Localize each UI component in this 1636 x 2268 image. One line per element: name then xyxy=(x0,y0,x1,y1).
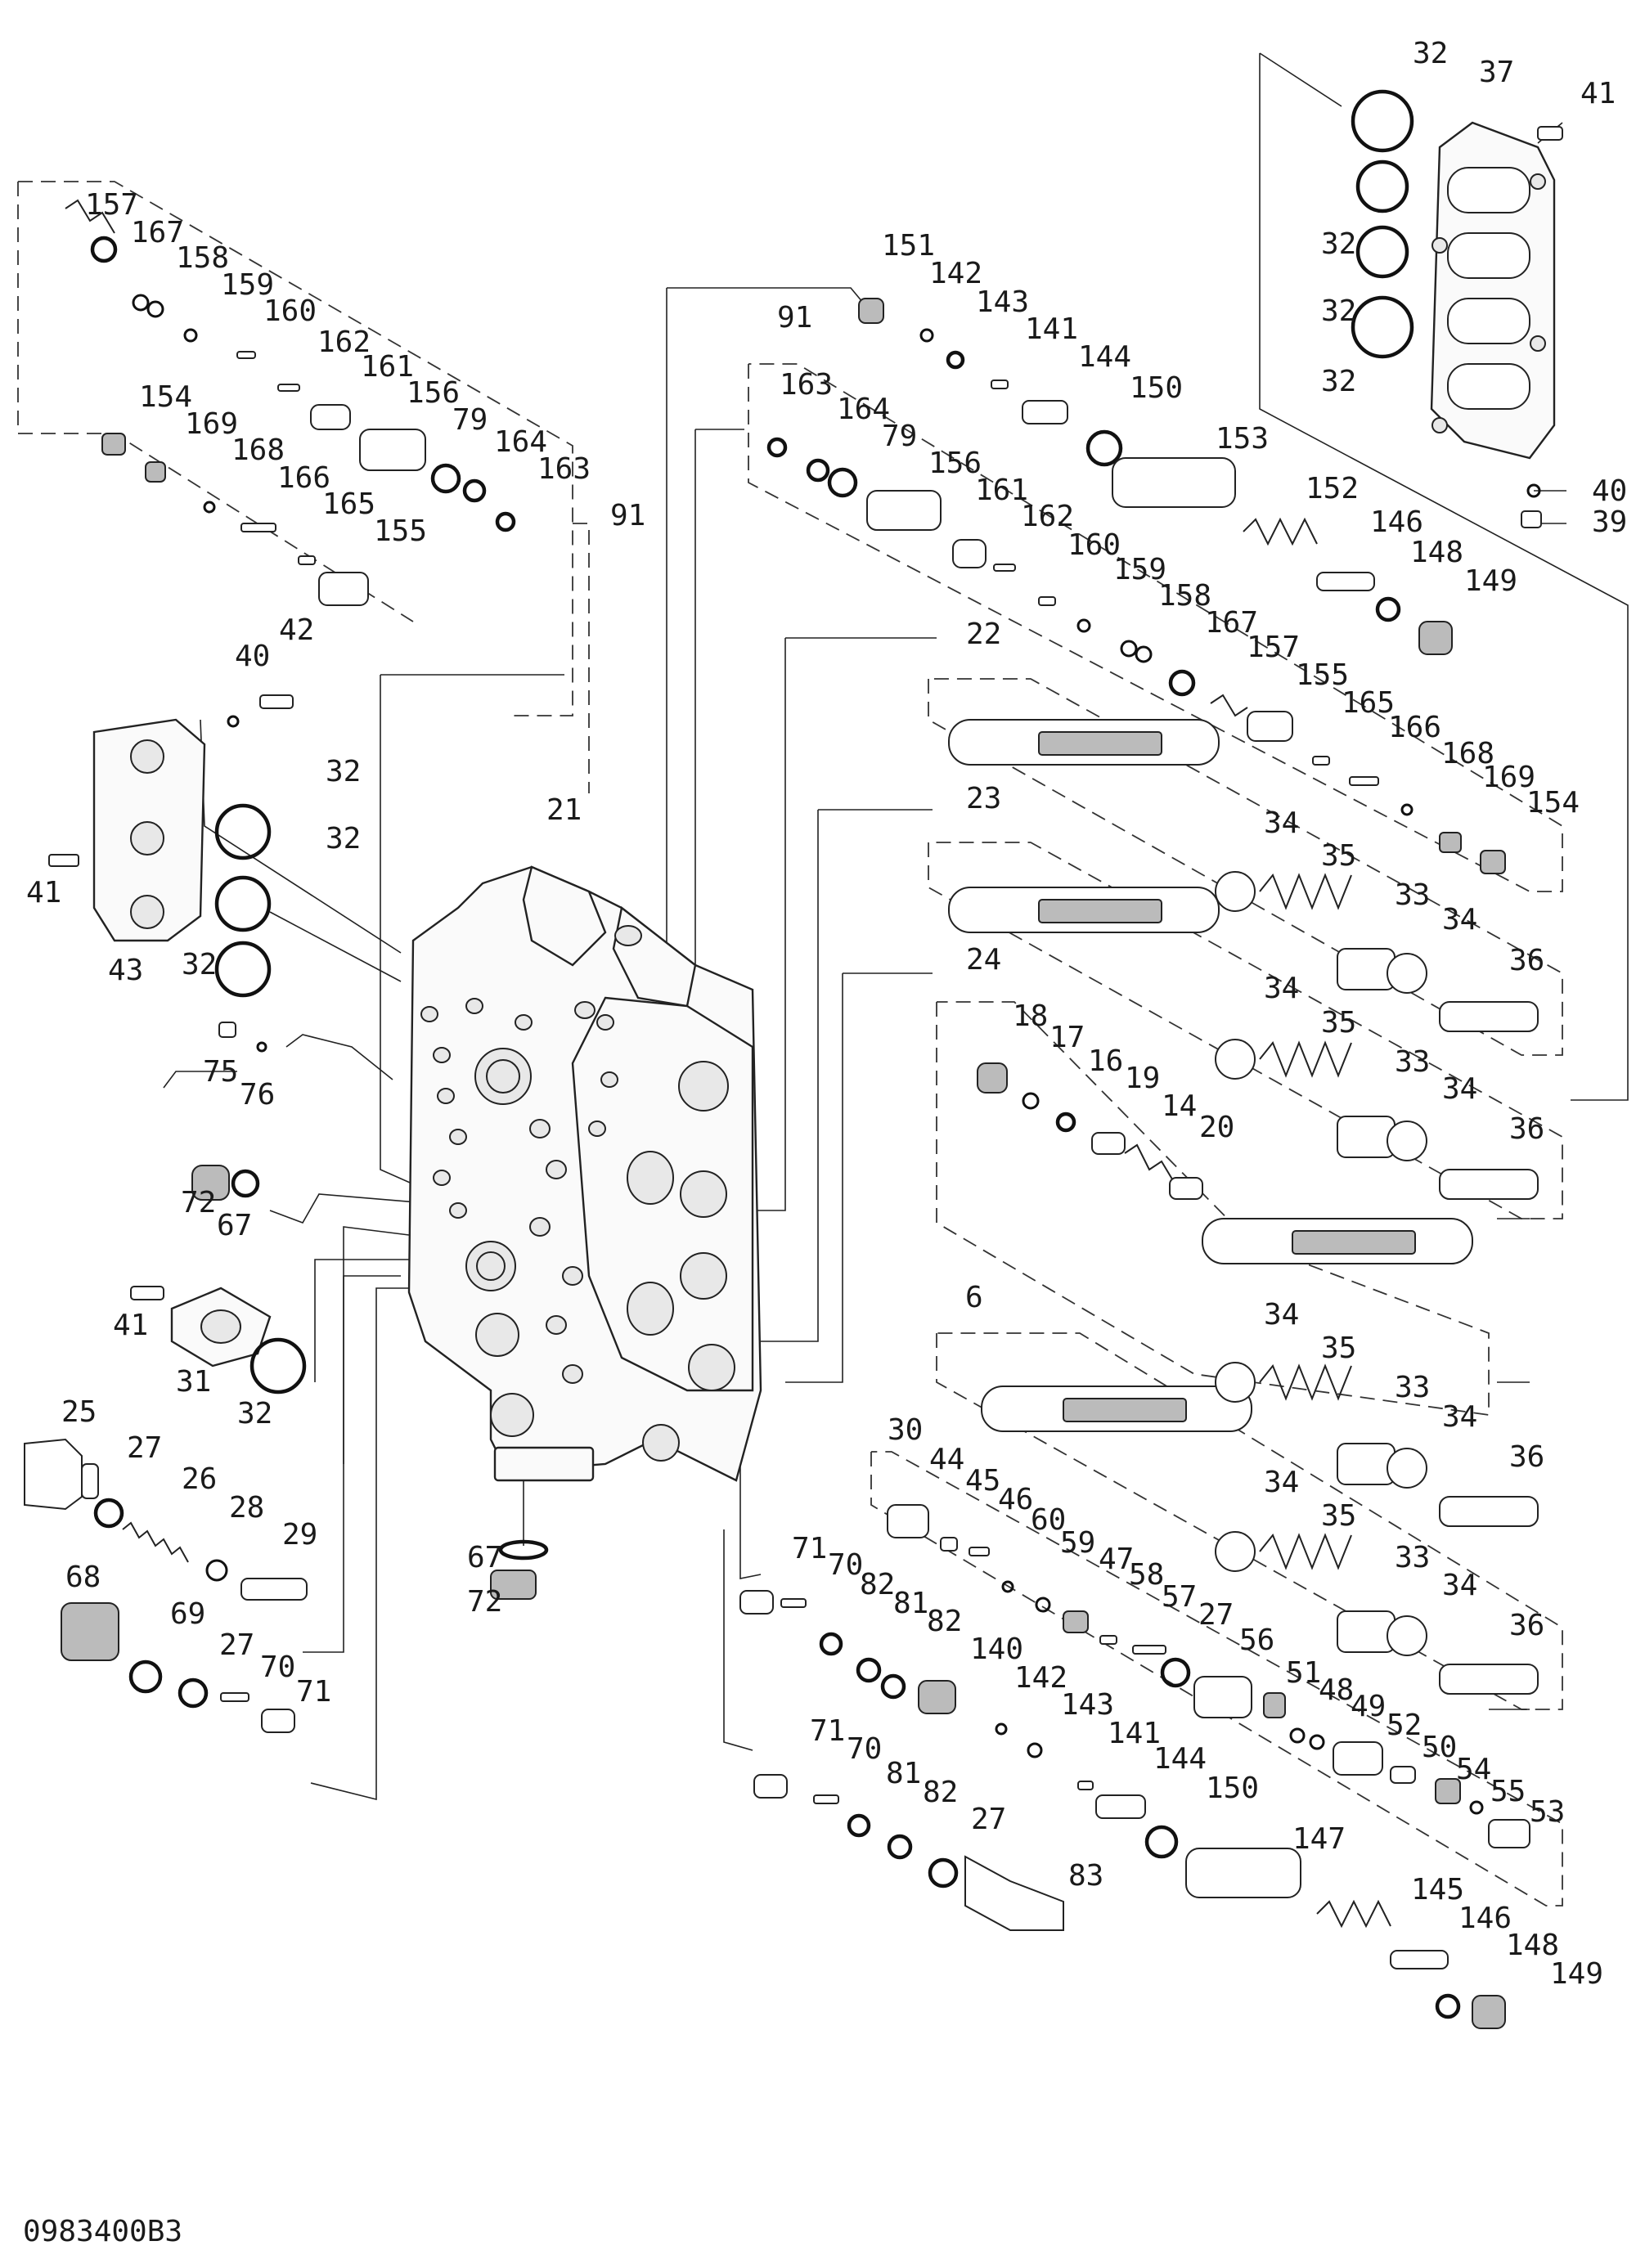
part-number-l-22: 22 xyxy=(966,618,1002,651)
part-number-l-164b: 164 xyxy=(837,393,891,426)
part-number-l-152: 152 xyxy=(1306,472,1360,505)
part-number-l-79a: 79 xyxy=(452,403,488,437)
part-number-l-155a: 155 xyxy=(374,514,428,548)
part-number-l-156b: 156 xyxy=(928,447,982,480)
part-number-l-162b: 162 xyxy=(1021,500,1075,533)
part-number-l-149b: 149 xyxy=(1550,1957,1604,1991)
part-number-l-41c: 41 xyxy=(113,1309,149,1342)
part-number-l-33a: 33 xyxy=(1395,878,1431,912)
part-number-l-17: 17 xyxy=(1049,1021,1085,1054)
part-number-l-70b: 70 xyxy=(260,1650,296,1684)
part-number-l-158b: 158 xyxy=(1158,579,1212,613)
part-number-l-169a: 169 xyxy=(185,407,239,441)
part-number-l-32b: 32 xyxy=(1321,227,1357,261)
cover-37 xyxy=(1353,92,1562,528)
part-number-l-34a: 34 xyxy=(1264,806,1300,840)
part-number-l-148a: 148 xyxy=(1410,536,1464,569)
part-number-l-150b: 150 xyxy=(1206,1772,1260,1805)
part-number-l-6: 6 xyxy=(965,1281,983,1314)
part-number-l-41a: 41 xyxy=(1580,77,1616,110)
part-number-l-154a: 154 xyxy=(139,380,193,414)
part-number-l-35d: 35 xyxy=(1321,1499,1357,1533)
drawing-code: 0983400B3 xyxy=(23,2215,183,2248)
part-number-l-82a: 82 xyxy=(860,1568,896,1601)
part-number-l-54: 54 xyxy=(1456,1753,1492,1786)
part-number-l-70c: 70 xyxy=(847,1732,883,1766)
part-number-l-155b: 155 xyxy=(1296,658,1350,692)
part-number-l-32c: 32 xyxy=(1321,294,1357,328)
part-number-l-144a: 144 xyxy=(1078,340,1132,374)
part-number-l-143b: 143 xyxy=(1061,1688,1115,1722)
part-number-l-70a: 70 xyxy=(828,1548,864,1582)
part-number-l-40b: 40 xyxy=(235,640,271,673)
part-number-l-25: 25 xyxy=(61,1395,97,1429)
part-number-l-16: 16 xyxy=(1088,1044,1124,1078)
part-labels xyxy=(26,37,1627,1991)
part-number-l-145: 145 xyxy=(1411,1873,1465,1906)
part-number-l-148b: 148 xyxy=(1506,1929,1560,1962)
part-number-l-32d: 32 xyxy=(1321,365,1357,398)
part-number-l-143a: 143 xyxy=(976,285,1030,319)
part-number-l-49: 49 xyxy=(1351,1690,1387,1723)
part-number-l-34d: 34 xyxy=(1442,1072,1478,1106)
part-number-l-33d: 33 xyxy=(1395,1541,1431,1574)
bottom-parts xyxy=(740,1591,1505,2028)
group-24-parts xyxy=(978,1063,1202,1199)
part-number-l-34e: 34 xyxy=(1264,1298,1300,1332)
part-number-l-166a: 166 xyxy=(277,461,331,495)
part-number-l-28: 28 xyxy=(229,1491,265,1525)
part-number-l-144b: 144 xyxy=(1153,1742,1207,1776)
part-number-l-57: 57 xyxy=(1162,1580,1198,1614)
valve-body-21 xyxy=(409,867,761,1480)
part-number-l-156a: 156 xyxy=(407,376,461,410)
part-number-l-166b: 166 xyxy=(1388,711,1442,744)
part-number-l-157b: 157 xyxy=(1247,631,1301,664)
part-number-l-21: 21 xyxy=(546,793,582,827)
part-number-l-142a: 142 xyxy=(929,257,983,290)
part-number-l-83: 83 xyxy=(1068,1859,1104,1893)
part-number-l-36b: 36 xyxy=(1509,1112,1545,1146)
part-number-l-27a: 27 xyxy=(127,1431,163,1465)
part-number-l-164a: 164 xyxy=(494,425,548,459)
part-number-l-68: 68 xyxy=(65,1561,101,1594)
part-number-l-36c: 36 xyxy=(1509,1440,1545,1474)
part-number-l-168a: 168 xyxy=(231,433,285,467)
part-number-l-72b: 72 xyxy=(467,1585,503,1619)
part-number-l-37: 37 xyxy=(1479,56,1515,89)
part-number-l-32g: 32 xyxy=(182,948,218,981)
part-number-l-35b: 35 xyxy=(1321,1006,1357,1040)
part-number-l-52: 52 xyxy=(1387,1709,1423,1742)
part-number-l-169b: 169 xyxy=(1482,761,1536,794)
part-number-l-32h: 32 xyxy=(237,1397,273,1430)
cover-43 xyxy=(49,695,293,995)
part-number-l-142b: 142 xyxy=(1014,1661,1068,1695)
spools xyxy=(949,720,1472,1431)
part-number-l-27b: 27 xyxy=(1198,1598,1234,1632)
part-number-l-20: 20 xyxy=(1199,1111,1235,1144)
part-number-l-168b: 168 xyxy=(1441,737,1495,770)
part-number-l-39: 39 xyxy=(1592,505,1628,539)
part-number-l-59: 59 xyxy=(1060,1526,1096,1560)
part-number-l-159a: 159 xyxy=(221,268,275,302)
part-number-l-26: 26 xyxy=(182,1462,218,1496)
part-number-l-71a: 71 xyxy=(792,1532,828,1565)
part-number-l-53: 53 xyxy=(1530,1795,1566,1829)
part-number-l-34c: 34 xyxy=(1264,972,1300,1005)
part-number-l-55: 55 xyxy=(1490,1775,1526,1808)
part-number-l-14: 14 xyxy=(1162,1089,1198,1123)
part-number-l-36d: 36 xyxy=(1509,1609,1545,1642)
part-number-l-32a: 32 xyxy=(1413,37,1449,70)
part-number-l-76: 76 xyxy=(240,1078,276,1112)
part-number-l-34g: 34 xyxy=(1264,1466,1300,1499)
part-number-l-162a: 162 xyxy=(317,326,371,359)
part-number-l-157a: 157 xyxy=(85,188,139,222)
part-number-l-34h: 34 xyxy=(1442,1569,1478,1602)
part-number-l-165a: 165 xyxy=(322,487,376,521)
part-number-l-161b: 161 xyxy=(975,474,1029,507)
part-number-l-60: 60 xyxy=(1031,1503,1067,1537)
part-number-l-91a: 91 xyxy=(610,499,646,532)
flange-31 xyxy=(131,1287,304,1392)
part-number-l-46: 46 xyxy=(998,1483,1034,1516)
part-number-l-41b: 41 xyxy=(26,876,62,909)
part-number-l-34f: 34 xyxy=(1442,1400,1478,1434)
part-number-l-69: 69 xyxy=(170,1597,206,1631)
part-number-l-33b: 33 xyxy=(1395,1045,1431,1079)
part-number-l-165b: 165 xyxy=(1342,686,1396,720)
part-number-l-82b: 82 xyxy=(927,1605,963,1638)
part-number-l-167b: 167 xyxy=(1205,606,1259,640)
part-number-l-141a: 141 xyxy=(1025,312,1079,346)
part-number-l-153: 153 xyxy=(1216,422,1270,456)
part-number-l-35a: 35 xyxy=(1321,839,1357,873)
part-number-l-91b: 91 xyxy=(777,301,813,335)
part-number-l-29: 29 xyxy=(282,1518,318,1552)
part-number-l-45: 45 xyxy=(965,1464,1001,1498)
part-number-l-154b: 154 xyxy=(1526,786,1580,820)
part-number-l-40a: 40 xyxy=(1592,474,1628,508)
part-number-l-34b: 34 xyxy=(1442,903,1478,936)
part-number-l-24: 24 xyxy=(966,943,1002,977)
part-number-l-36a: 36 xyxy=(1509,944,1545,977)
part-number-l-140: 140 xyxy=(970,1633,1024,1666)
part-number-l-42: 42 xyxy=(279,613,315,647)
part-number-l-160b: 160 xyxy=(1067,528,1121,562)
part-number-l-146a: 146 xyxy=(1370,505,1424,539)
part-number-l-81a: 81 xyxy=(893,1587,929,1620)
part-number-l-81b: 81 xyxy=(886,1757,922,1790)
part-number-l-147: 147 xyxy=(1292,1822,1346,1856)
part-number-l-67b: 67 xyxy=(467,1541,503,1574)
part-number-l-149a: 149 xyxy=(1464,564,1518,598)
part-number-l-151: 151 xyxy=(882,229,936,263)
part-number-l-23: 23 xyxy=(966,782,1002,815)
part-number-l-141b: 141 xyxy=(1108,1717,1162,1750)
part-number-l-35c: 35 xyxy=(1321,1332,1357,1365)
part-number-l-47: 47 xyxy=(1099,1543,1135,1576)
part-number-l-161a: 161 xyxy=(361,350,415,384)
part-number-l-79b: 79 xyxy=(882,420,918,453)
part-number-l-146b: 146 xyxy=(1458,1902,1512,1935)
part-number-l-27c: 27 xyxy=(219,1628,255,1662)
part-number-l-27d: 27 xyxy=(971,1803,1007,1836)
part-number-l-33c: 33 xyxy=(1395,1371,1431,1404)
part-number-l-158a: 158 xyxy=(176,241,230,275)
part-number-l-160a: 160 xyxy=(263,294,317,328)
part-number-l-150a: 150 xyxy=(1130,371,1184,405)
part-number-l-163a: 163 xyxy=(537,452,591,486)
part-number-l-67a: 67 xyxy=(217,1209,253,1242)
part-number-l-72a: 72 xyxy=(181,1186,217,1219)
part-number-l-32f: 32 xyxy=(326,822,362,856)
part-number-l-75: 75 xyxy=(203,1055,239,1089)
part-number-l-51: 51 xyxy=(1286,1656,1322,1690)
part-number-l-43: 43 xyxy=(108,954,144,987)
part-number-l-58: 58 xyxy=(1129,1558,1165,1592)
part-number-l-167a: 167 xyxy=(131,216,185,249)
part-number-l-44: 44 xyxy=(929,1443,965,1476)
part-number-l-163b: 163 xyxy=(780,368,834,402)
part-number-l-82c: 82 xyxy=(923,1776,959,1809)
part-number-l-50: 50 xyxy=(1422,1731,1458,1764)
part-number-l-56: 56 xyxy=(1239,1624,1275,1657)
part-number-l-159b: 159 xyxy=(1113,553,1167,586)
part-number-l-71c: 71 xyxy=(810,1714,846,1748)
part-number-l-71b: 71 xyxy=(296,1675,332,1709)
part-number-l-19: 19 xyxy=(1125,1062,1161,1095)
part-number-l-30: 30 xyxy=(888,1413,924,1447)
part-number-l-48: 48 xyxy=(1319,1673,1355,1707)
part-number-l-32e: 32 xyxy=(326,755,362,788)
part-number-l-18: 18 xyxy=(1013,999,1049,1033)
part-number-l-31: 31 xyxy=(176,1365,212,1399)
